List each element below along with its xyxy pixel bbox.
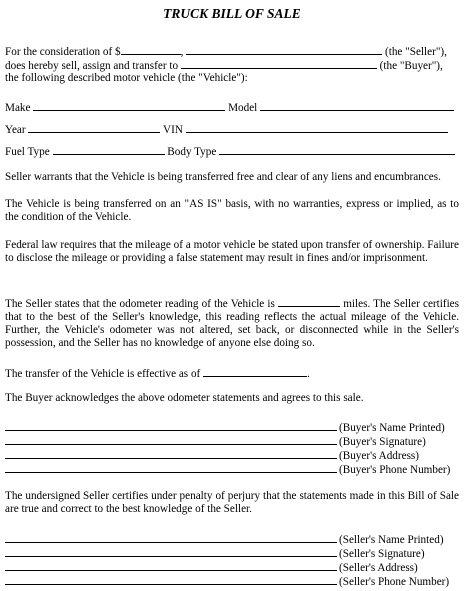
warranty-paragraph: Seller warrants that the Vehicle is being transferred free and clear of any liens and encumbrances. [5, 171, 441, 183]
buyer-phone-label: (Buyer's Phone Number) [339, 464, 451, 476]
document-title: TRUCK BILL OF SALE [163, 6, 301, 21]
seller-name-printed-row [5, 532, 459, 545]
buyer-name-printed-label: (Buyer's Name Printed) [339, 422, 445, 434]
odometer-paragraph [5, 296, 459, 350]
effective-date-field[interactable] [203, 366, 307, 377]
buyer-address-field[interactable] [5, 448, 337, 459]
seller-address-field[interactable] [5, 560, 337, 571]
model-field[interactable] [260, 100, 454, 111]
federal-law-paragraph: Federal law requires that the mileage of a motor vehicle be stated upon transfer of ownership. Failure to disclose the mileage or providing a false statement may result in fines and/or imprisonment. [5, 239, 459, 264]
odometer-text-start: The Seller states that the odometer reading of the Vehicle is [5, 298, 275, 310]
effective-date-label: The transfer of the Vehicle is effective as of [5, 368, 201, 380]
fuel-type-label: Fuel Type [5, 146, 50, 158]
seller-address-row [5, 560, 459, 573]
intro-line-consideration [5, 44, 459, 59]
make-field[interactable] [33, 100, 225, 111]
period: . [307, 368, 310, 380]
year-vin-row [5, 122, 459, 137]
fuel-type-field[interactable] [53, 144, 165, 155]
seller-address-label: (Seller's Address) [339, 562, 418, 574]
model-label: Model [228, 102, 258, 114]
odometer-reading-field[interactable] [278, 296, 340, 307]
consideration-amount-field[interactable] [121, 44, 181, 55]
body-type-field[interactable] [219, 144, 455, 155]
vin-field[interactable] [186, 122, 448, 133]
seller-signature-label: (Seller's Signature) [339, 548, 425, 560]
as-is-paragraph: The Vehicle is being transferred on an "AS IS" basis, with no warranties, express or implied, as to the condition of the Vehicle. [5, 198, 459, 223]
seller-phone-label: (Seller's Phone Number) [339, 576, 450, 588]
buyer-name-printed-row [5, 420, 459, 433]
comma-separator: , [180, 46, 184, 58]
buyer-name-field[interactable] [181, 58, 377, 69]
seller-name-printed-field[interactable] [5, 532, 337, 543]
transfer-label: does hereby sell, assign and transfer to [5, 60, 179, 72]
seller-name-printed-label: (Seller's Name Printed) [339, 534, 444, 546]
buyer-name-printed-field[interactable] [5, 420, 337, 431]
consideration-label: For the consideration of $ [5, 46, 121, 58]
buyer-signature-row [5, 434, 459, 447]
seller-signature-field[interactable] [5, 546, 337, 557]
buyer-phone-row [5, 462, 459, 475]
make-model-row [5, 100, 459, 115]
buyer-signature-label: (Buyer's Signature) [339, 436, 426, 448]
buyer-label: (the "Buyer"), [379, 60, 443, 72]
buyer-address-label: (Buyer's Address) [339, 450, 420, 462]
buyer-phone-field[interactable] [5, 462, 337, 473]
year-field[interactable] [28, 122, 160, 133]
buyer-signature-field[interactable] [5, 434, 337, 445]
vin-label: VIN [163, 124, 183, 136]
seller-signature-row [5, 546, 459, 559]
effective-date-row [5, 366, 459, 381]
buyer-acknowledgement: The Buyer acknowledges the above odometer statements and agrees to this sale. [5, 392, 364, 404]
body-type-label: Body Type [167, 146, 217, 158]
seller-certification-paragraph: The undersigned Seller certifies under penalty of perjury that the statements made in this Bill of Sale are true and correct to the best knowledge of the Seller. [5, 490, 459, 515]
intro-line-transfer [5, 58, 459, 73]
seller-label: (the "Seller"), [384, 46, 447, 58]
fuel-body-row [5, 144, 459, 159]
seller-name-field[interactable] [186, 44, 382, 55]
make-label: Make [5, 102, 31, 114]
year-label: Year [5, 124, 26, 136]
seller-phone-row [5, 574, 459, 587]
buyer-address-row [5, 448, 459, 461]
intro-line-vehicle: the following described motor vehicle (the "Vehicle"): [5, 72, 248, 84]
odometer-text-rest: miles. The Seller certifies that to the best of the Seller's knowledge, this reading reflects the actual mileage of the Vehicle. Further, the Vehicle's odometer was not altered, set back, or disconnected while in the Seller's possession, and the Seller has no knowledge of anyone else doing so. [5, 298, 460, 349]
seller-phone-field[interactable] [5, 574, 337, 585]
